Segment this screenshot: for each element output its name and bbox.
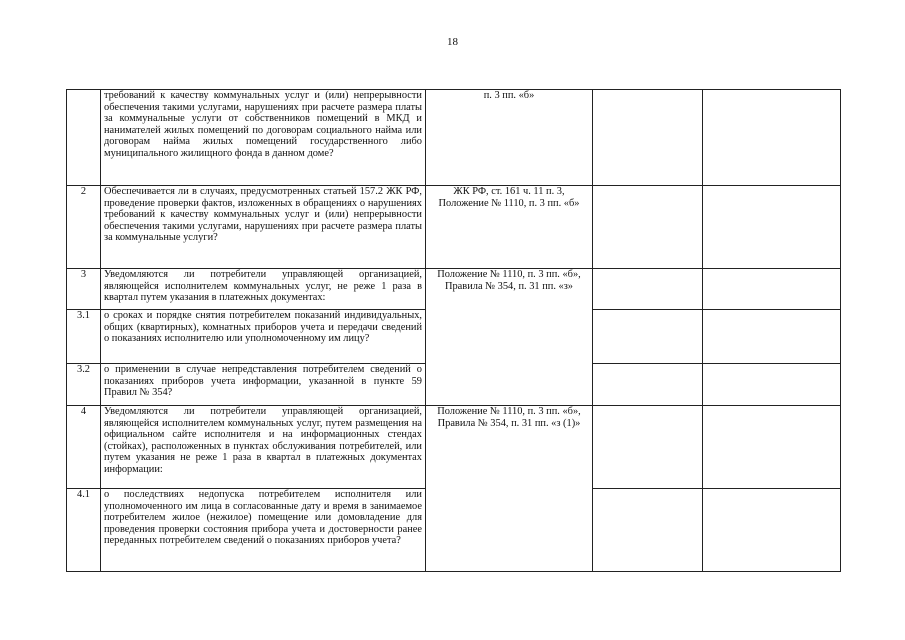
answer-cell	[593, 186, 703, 269]
row-number: 4.1	[67, 489, 101, 572]
row-number: 3.2	[67, 364, 101, 406]
question-text: о применении в случае непредставления потребителем сведений о показаниях приборов учета информации, указанной в пункте 59 Правил № 354?	[101, 364, 426, 406]
question-text: о последствиях недопуска потребителем исполнителя или уполномоченного им лица в согласованные дату и время в занимаемое потребителем жилое (нежилое) помещение или домовладение для проведения проверки состояния прибора учета и достоверности ранее переданных потребителем сведений о показаниях приборов учета?	[101, 489, 426, 572]
table-row	[67, 90, 841, 186]
answer-cell	[593, 364, 703, 406]
checklist-table	[66, 89, 841, 572]
row-number	[67, 90, 101, 186]
legal-reference: ЖК РФ, ст. 161 ч. 11 п. 3, Положение № 1110, п. 3 пп. «б»	[426, 186, 593, 269]
table-row	[67, 186, 841, 269]
note-cell	[703, 489, 841, 572]
note-cell	[703, 269, 841, 310]
question-text: Уведомляются ли потребители управляющей организацией, являющейся исполнителем коммунальных услуг, путем размещения на официальном сайте исполнителя и на информационных стендах (стойках), расположенных в пунктах обслуживания потребителей, или путем указания не реже 1 раза в квартал в платежных документах информации:	[101, 406, 426, 489]
legal-reference: п. 3 пп. «б»	[426, 90, 593, 186]
note-cell	[703, 310, 841, 364]
question-text: о сроках и порядке снятия потребителем показаний индивидуальных, общих (квартирных), комнатных приборов учета и передачи сведений о показаниях исполнителю или уполномоченному им лицу?	[101, 310, 426, 364]
note-cell	[703, 406, 841, 489]
legal-reference: Положение № 1110, п. 3 пп. «б», Правила № 354, п. 31 пп. «з (1)»	[426, 406, 593, 572]
note-cell	[703, 186, 841, 269]
note-cell	[703, 364, 841, 406]
row-number: 2	[67, 186, 101, 269]
row-number: 3.1	[67, 310, 101, 364]
note-cell	[703, 90, 841, 186]
row-number: 4	[67, 406, 101, 489]
question-text: Обеспечивается ли в случаях, предусмотренных статьей 157.2 ЖК РФ, проведение проверки фактов, изложенных в обращениях о нарушениях требований к качеству коммунальных услуг и (или) непрерывности обеспечения такими услугами, нарушениях при расчете размера платы за коммунальные услуги?	[101, 186, 426, 269]
question-text: Уведомляются ли потребители управляющей организацией, являющейся исполнителем коммунальных услуг, не реже 1 раза в квартал путем указания в платежных документах:	[101, 269, 426, 310]
table-row	[67, 406, 841, 489]
answer-cell	[593, 90, 703, 186]
page-number: 18	[447, 36, 458, 48]
answer-cell	[593, 269, 703, 310]
answer-cell	[593, 489, 703, 572]
answer-cell	[593, 406, 703, 489]
answer-cell	[593, 310, 703, 364]
row-number: 3	[67, 269, 101, 310]
legal-reference: Положение № 1110, п. 3 пп. «б», Правила № 354, п. 31 пп. «з»	[426, 269, 593, 406]
table-row	[67, 269, 841, 310]
question-text: требований к качеству коммунальных услуг и (или) непрерывности обеспечения такими услугами, нарушениях при расчете размера платы за коммунальные услуги от собственников помещений в МКД и нанимателей жилых помещений по договорам социального найма или договорам найма жилых помещений государственного либо муниципального жилищного фонда в данном доме?	[101, 90, 426, 186]
